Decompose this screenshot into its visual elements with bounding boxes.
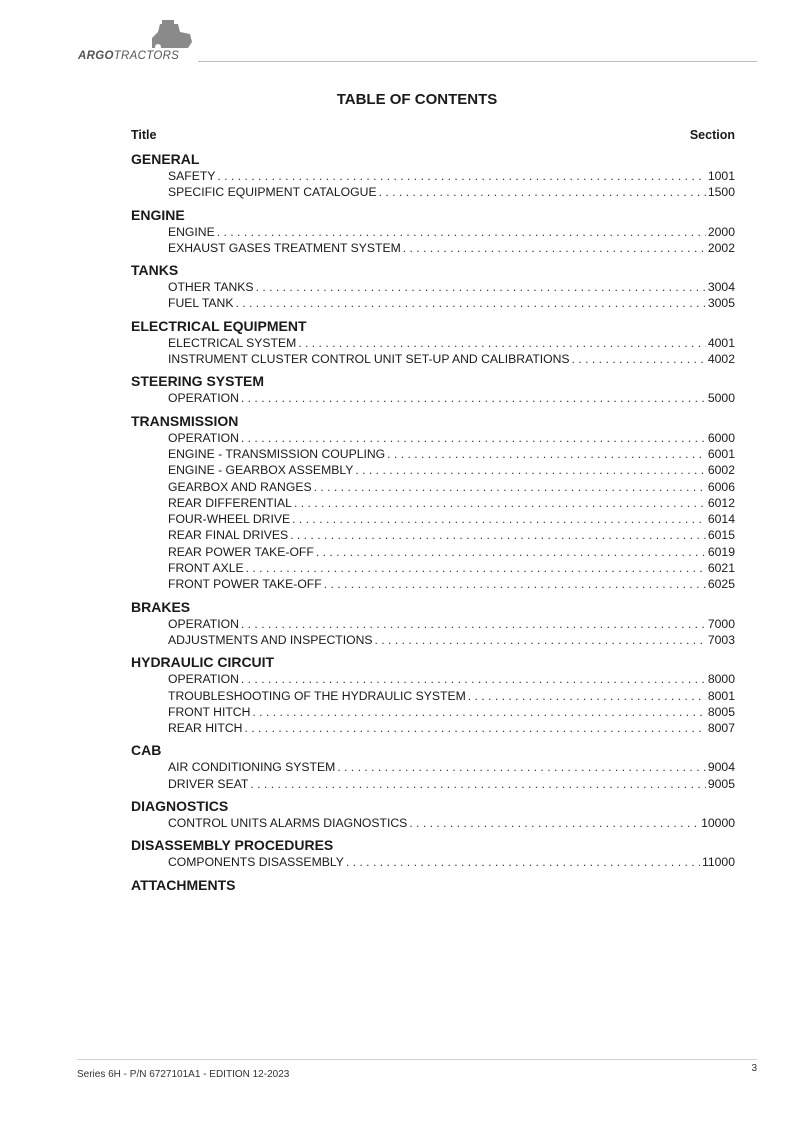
toc-entry[interactable]: [168, 776, 735, 792]
toc-entry[interactable]: [168, 168, 735, 184]
toc-section: [131, 151, 735, 201]
entry-label: TROUBLESHOOTING OF THE HYDRAULIC SYSTEM: [168, 688, 466, 703]
entry-label: ENGINE: [168, 224, 215, 239]
table-of-contents: [131, 128, 735, 894]
entry-section-number: 8005: [707, 704, 735, 719]
section-title: DISASSEMBLY PROCEDURES: [131, 837, 334, 854]
entry-label: OPERATION: [168, 672, 239, 687]
toc-section: [131, 837, 735, 870]
entry-section-number: 7000: [707, 616, 735, 631]
toc-entry[interactable]: [168, 704, 735, 720]
toc-section: [131, 413, 735, 593]
dot-leader: [292, 511, 706, 527]
dot-leader: [314, 479, 706, 495]
toc-section: [131, 877, 735, 894]
logo-text-bold: ARGO: [78, 50, 114, 62]
entry-section-number: 6021: [707, 561, 735, 576]
entry-label: GEARBOX AND RANGES: [168, 479, 312, 494]
dot-leader: [241, 430, 706, 446]
entry-label: EXHAUST GASES TREATMENT SYSTEM: [168, 240, 401, 255]
toc-entry[interactable]: [168, 479, 735, 495]
toc-body: [131, 151, 735, 894]
toc-entry[interactable]: [168, 720, 735, 736]
entry-section-number: 9004: [707, 760, 735, 775]
toc-entry[interactable]: [168, 295, 735, 311]
entry-section-number: 6019: [707, 544, 735, 559]
section-title: DIAGNOSTICS: [131, 798, 229, 815]
dot-leader: [337, 759, 706, 775]
toc-entry[interactable]: [168, 632, 735, 648]
entry-section-number: 11000: [702, 855, 735, 870]
entry-label: AIR CONDITIONING SYSTEM: [168, 760, 336, 775]
toc-entry[interactable]: [168, 688, 735, 704]
dot-leader: [324, 576, 706, 592]
toc-entry[interactable]: [168, 335, 735, 351]
entry-label: DRIVER SEAT: [168, 776, 249, 791]
dot-leader: [298, 335, 706, 351]
dot-leader: [244, 720, 705, 736]
entry-label: CONTROL UNITS ALARMS DIAGNOSTICS: [168, 816, 408, 831]
toc-entry[interactable]: [168, 224, 735, 240]
entry-section-number: 4001: [707, 335, 735, 350]
toc-entry[interactable]: [168, 560, 735, 576]
dot-leader: [572, 351, 706, 367]
dot-leader: [241, 671, 706, 687]
dot-leader: [250, 776, 706, 792]
entry-section-number: 6002: [707, 463, 735, 478]
entry-label: FRONT AXLE: [168, 561, 244, 576]
toc-section: [131, 798, 735, 831]
entry-label: ENGINE - GEARBOX ASSEMBLY: [168, 463, 354, 478]
toc-entry[interactable]: [168, 511, 735, 527]
toc-entry[interactable]: [168, 351, 735, 367]
entry-section-number: 6012: [707, 495, 735, 510]
dot-leader: [235, 295, 705, 311]
entry-label: OPERATION: [168, 391, 239, 406]
entry-section-number: 2000: [707, 224, 735, 239]
page-number: 3: [751, 1063, 757, 1074]
section-title: TRANSMISSION: [131, 412, 239, 429]
toc-section: [131, 262, 735, 312]
dot-leader: [346, 854, 700, 870]
section-title: ENGINE: [131, 206, 185, 223]
dot-leader: [256, 279, 706, 295]
dot-leader: [375, 632, 706, 648]
entry-section-number: 10000: [701, 816, 735, 831]
toc-entry[interactable]: [168, 527, 735, 543]
toc-entry[interactable]: [168, 854, 735, 870]
section-title: ATTACHMENTS: [131, 876, 236, 893]
toc-section: [131, 207, 735, 257]
argo-tractors-logo: [78, 20, 198, 64]
toc-entry[interactable]: [168, 390, 735, 406]
entry-label: REAR DIFFERENTIAL: [168, 495, 292, 510]
entry-label: COMPONENTS DISASSEMBLY: [168, 855, 344, 870]
entry-section-number: 1001: [707, 169, 735, 183]
dot-leader: [355, 462, 706, 478]
toc-entry[interactable]: [168, 279, 735, 295]
section-title: HYDRAULIC CIRCUIT: [131, 654, 275, 671]
dot-leader: [217, 168, 705, 184]
entry-section-number: 6025: [707, 577, 735, 592]
entry-label: REAR HITCH: [168, 721, 243, 736]
entry-label: REAR POWER TAKE-OFF: [168, 544, 314, 559]
entry-label: FRONT POWER TAKE-OFF: [168, 577, 322, 592]
toc-entry[interactable]: [168, 759, 735, 775]
dot-leader: [379, 184, 706, 200]
toc-entry[interactable]: [168, 462, 735, 478]
section-column-header: Section: [689, 128, 735, 142]
header-divider: [198, 61, 757, 62]
entry-section-number: 6015: [707, 528, 735, 543]
section-title: ELECTRICAL EQUIPMENT: [131, 317, 307, 334]
page-header: [0, 0, 794, 70]
entry-section-number: 6014: [707, 512, 735, 527]
toc-entry[interactable]: [168, 544, 735, 560]
entry-section-number: 8001: [707, 688, 735, 703]
toc-section: [131, 373, 735, 406]
entry-label: FRONT HITCH: [168, 704, 251, 719]
toc-entry[interactable]: [168, 671, 735, 687]
entry-label: OTHER TANKS: [168, 280, 254, 295]
entry-label: SPECIFIC EQUIPMENT CATALOGUE: [168, 185, 377, 200]
entry-label: OPERATION: [168, 430, 239, 445]
logo-text-light: TRACTORS: [113, 50, 180, 62]
dot-leader: [403, 240, 706, 256]
page-title: TABLE OF CONTENTS: [336, 91, 498, 108]
dot-leader: [409, 815, 699, 831]
toc-section: [131, 654, 735, 736]
dot-leader: [294, 495, 706, 511]
entry-label: ELECTRICAL SYSTEM: [168, 335, 297, 350]
tractor-icon: [138, 20, 196, 50]
footer-divider: [77, 1059, 757, 1060]
entry-section-number: 8000: [707, 672, 735, 687]
entry-label: FOUR-WHEEL DRIVE: [168, 512, 291, 527]
dot-leader: [217, 224, 706, 240]
toc-section: [131, 318, 735, 368]
entry-section-number: 7003: [707, 632, 735, 647]
entry-label: REAR FINAL DRIVES: [168, 528, 289, 543]
toc-entry[interactable]: [168, 430, 735, 446]
entry-section-number: 9005: [707, 776, 735, 791]
toc-section: [131, 599, 735, 649]
dot-leader: [290, 527, 706, 543]
entry-label: ENGINE - TRANSMISSION COUPLING: [168, 446, 386, 461]
dot-leader: [252, 704, 706, 720]
dot-leader: [241, 616, 706, 632]
entry-label: ADJUSTMENTS AND INSPECTIONS: [168, 632, 373, 647]
toc-section: [131, 742, 735, 792]
entry-section-number: 8007: [707, 721, 735, 736]
entry-label: INSTRUMENT CLUSTER CONTROL UNIT SET-UP AND CALIBRATIONS: [168, 352, 570, 367]
dot-leader: [387, 446, 706, 462]
section-title: BRAKES: [131, 598, 191, 615]
toc-entry[interactable]: [168, 616, 735, 632]
footer-text: Series 6H - P/N 6727101A1 - EDITION 12-2023: [77, 1069, 290, 1080]
entry-section-number: 4002: [707, 352, 735, 367]
dot-leader: [246, 560, 706, 576]
column-headers: [131, 128, 735, 146]
section-title: STEERING SYSTEM: [131, 373, 265, 390]
entry-section-number: 3005: [707, 296, 735, 311]
toc-entry[interactable]: [168, 184, 735, 200]
entry-label: FUEL TANK: [168, 296, 234, 311]
section-title: CAB: [131, 742, 162, 759]
entry-section-number: 6006: [707, 479, 735, 494]
entry-section-number: 5000: [707, 391, 735, 406]
entry-section-number: 6000: [707, 430, 735, 445]
dot-leader: [241, 390, 706, 406]
entry-section-number: 6001: [707, 446, 735, 461]
toc-entry[interactable]: [168, 815, 735, 831]
dot-leader: [468, 688, 706, 704]
entry-section-number: 1500: [707, 185, 735, 200]
toc-entry[interactable]: [168, 495, 735, 511]
title-column-header: Title: [131, 128, 157, 142]
section-title: TANKS: [131, 262, 179, 279]
entry-label: OPERATION: [168, 616, 239, 631]
dot-leader: [316, 544, 706, 560]
entry-section-number: 2002: [707, 240, 735, 255]
entry-label: SAFETY: [168, 169, 216, 183]
toc-entry[interactable]: [168, 446, 735, 462]
entry-section-number: 3004: [707, 280, 735, 295]
toc-entry[interactable]: [168, 240, 735, 256]
section-title: GENERAL: [131, 151, 200, 167]
toc-entry[interactable]: [168, 576, 735, 592]
